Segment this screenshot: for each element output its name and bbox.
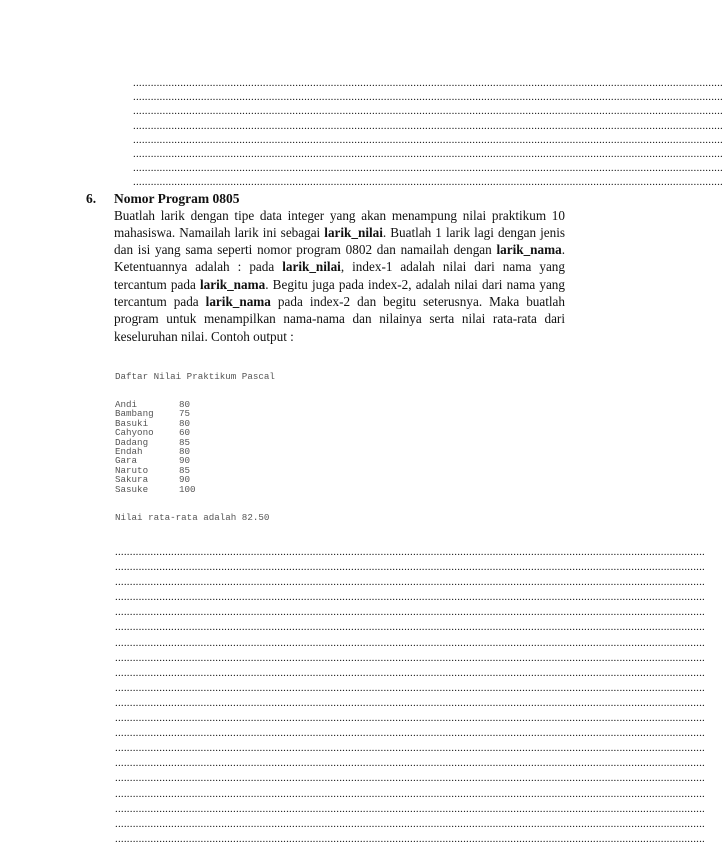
variable-name: larik_nama (199, 276, 266, 292)
output-row (115, 485, 638, 494)
dotted-answer-line: ........................................................................................................................................................................................................ (115, 621, 705, 634)
output-row (115, 456, 638, 465)
dotted-answer-line: ........................................................................................................................................................................................................ (115, 666, 705, 679)
text-segment: . Ketentuannya adalah : pada (114, 242, 565, 275)
output-rows (115, 400, 638, 494)
output-row (115, 419, 638, 428)
dotted-answer-line: ........................................................................................................................................................................................................ (115, 787, 705, 800)
item-description (114, 207, 565, 345)
output-row (115, 466, 638, 475)
student-score: 80 (179, 445, 191, 457)
student-score: 80 (179, 398, 191, 410)
text-segment: , index-1 adalah nilai dari nama yang tercantum pada (114, 259, 565, 292)
dotted-answer-line: ........................................................................................................................................................................................................ (115, 606, 705, 619)
student-name: Gara (115, 455, 138, 467)
text-segment: . Begitu juga pada index-2, adalah nilai dari nama yang tercantum pada (114, 276, 565, 309)
dotted-answer-line: ........................................................................................................................................................................................................ (133, 147, 723, 160)
student-score: 60 (179, 427, 191, 439)
student-score: 85 (179, 436, 191, 448)
dotted-answer-line: ........................................................................................................................................................................................................ (115, 727, 705, 740)
variable-name: larik_nama (496, 242, 562, 258)
student-name: Bambang (115, 408, 154, 420)
student-name: Andi (115, 398, 138, 410)
student-score: 85 (179, 464, 191, 476)
student-name: Dadang (115, 436, 149, 448)
dotted-answer-line: ........................................................................................................................................................................................................ (115, 757, 705, 770)
dotted-answer-line: ........................................................................................................................................................................................................ (133, 176, 723, 189)
text-segment: . Buatlah 1 larik lagi dengan jenis dan isi yang sama seperti nomor program 0802 dan namailah dengan (114, 224, 565, 258)
dotted-answer-line: ........................................................................................................................................................................................................ (133, 105, 723, 118)
variable-name: larik_nilai (282, 259, 341, 275)
dotted-answer-line: ........................................................................................................................................................................................................ (115, 681, 705, 694)
dotted-answer-line: ........................................................................................................................................................................................................ (115, 832, 705, 845)
dotted-answer-line: ........................................................................................................................................................................................................ (133, 91, 723, 104)
output-row (115, 447, 638, 456)
item-heading (86, 191, 638, 207)
dotted-answer-line: ........................................................................................................................................................................................................ (115, 817, 705, 830)
dotted-answer-line: ........................................................................................................................................................................................................ (115, 561, 705, 574)
variable-name: larik_nilai (324, 224, 383, 240)
dotted-answer-line: ........................................................................................................................................................................................................ (133, 77, 723, 89)
student-name: Basuki (115, 417, 149, 429)
output-row (115, 400, 638, 409)
text-segment: pada index-2 dan begitu seterusnya. Maka buatlah program untuk menampilkan nama-nama dan nilainya serta nilai rata-rata dari keseluruhan nilai. Contoh output : (114, 293, 566, 344)
item-title: Nomor Program 0805 (114, 190, 240, 206)
output-average: Nilai rata-rata adalah 82.50 (115, 511, 270, 523)
student-score: 90 (179, 474, 191, 486)
dotted-answer-line: ........................................................................................................................................................................................................ (115, 712, 705, 725)
output-row (115, 428, 638, 437)
dotted-answer-line: ........................................................................................................................................................................................................ (115, 636, 705, 649)
output-row (115, 438, 638, 447)
dotted-answer-line: ........................................................................................................................................................................................................ (115, 651, 705, 664)
output-title: Daftar Nilai Praktikum Pascal (115, 370, 275, 382)
student-score: 90 (179, 455, 191, 467)
student-name: Cahyono (115, 427, 154, 439)
dotted-answer-line: ........................................................................................................................................................................................................ (115, 576, 705, 589)
student-name: Sakura (115, 474, 149, 486)
dotted-answer-line: ........................................................................................................................................................................................................ (115, 742, 705, 755)
student-name: Sasuke (115, 483, 149, 495)
dotted-answer-line: ........................................................................................................................................................................................................ (115, 546, 705, 558)
output-row (115, 409, 638, 418)
dotted-answer-line: ........................................................................................................................................................................................................ (115, 802, 705, 815)
dotted-answer-line: ........................................................................................................................................................................................................ (133, 119, 723, 132)
dotted-answer-line: ........................................................................................................................................................................................................ (115, 591, 705, 604)
student-score: 100 (179, 483, 196, 495)
student-name: Naruto (115, 464, 149, 476)
student-score: 80 (179, 417, 191, 429)
sample-output (115, 353, 638, 541)
student-score: 75 (179, 408, 191, 420)
dotted-answer-line: ........................................................................................................................................................................................................ (115, 772, 705, 785)
dotted-answer-line: ........................................................................................................................................................................................................ (133, 162, 723, 175)
student-name: Endah (115, 445, 143, 457)
dotted-answer-line: ........................................................................................................................................................................................................ (115, 696, 705, 709)
text-segment: Buatlah larik dengan tipe data integer yang akan menampung nilai praktikum 10 mahasiswa. Namailah larik ini sebagai (114, 207, 565, 240)
variable-name: larik_nama (205, 293, 271, 309)
item-number: 6. (86, 190, 97, 206)
page-content (0, 76, 723, 847)
answer-lines-top (0, 76, 723, 190)
answer-lines-bottom (0, 545, 705, 847)
dotted-answer-line: ........................................................................................................................................................................................................ (133, 133, 723, 146)
